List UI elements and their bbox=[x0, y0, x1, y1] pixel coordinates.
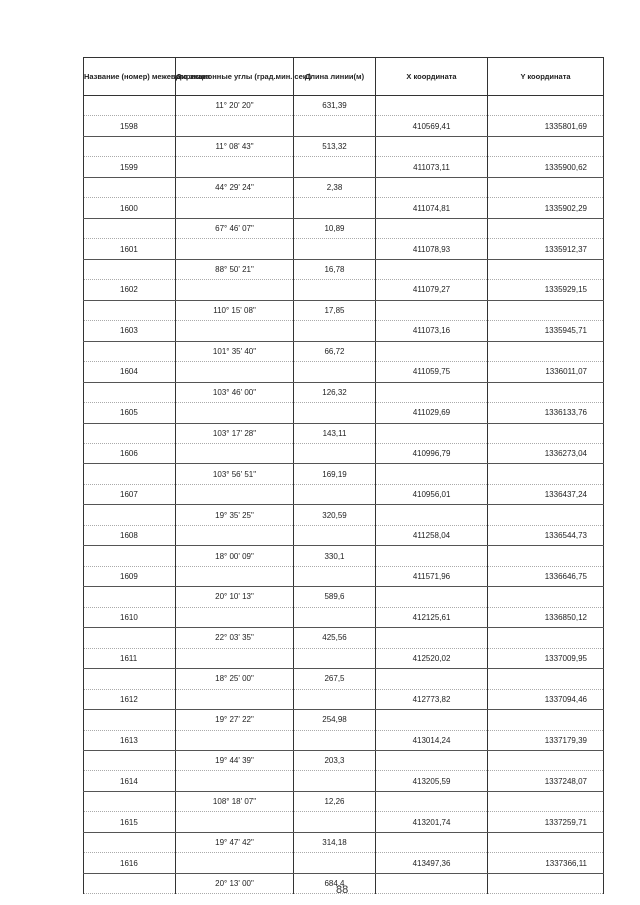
point-y: 1335929,15 bbox=[488, 280, 604, 300]
point-name: 1616 bbox=[84, 853, 176, 873]
point-x: 410569,41 bbox=[376, 116, 488, 136]
point-x: 413014,24 bbox=[376, 730, 488, 750]
segment-row bbox=[84, 423, 604, 443]
point-name: 1599 bbox=[84, 157, 176, 177]
point-y: 1335945,71 bbox=[488, 321, 604, 341]
segment-length: 684,4 bbox=[294, 873, 376, 893]
point-y: 1337259,71 bbox=[488, 812, 604, 832]
point-y: 1336273,04 bbox=[488, 443, 604, 463]
segment-angle: 11° 20' 20" bbox=[176, 96, 294, 116]
segment-row bbox=[84, 177, 604, 197]
point-x: 412520,02 bbox=[376, 648, 488, 668]
segment-length: 10,89 bbox=[294, 218, 376, 238]
point-y: 1337366,11 bbox=[488, 853, 604, 873]
segment-angle: 103° 46' 00" bbox=[176, 382, 294, 402]
point-name: 1606 bbox=[84, 443, 176, 463]
point-row bbox=[84, 198, 604, 218]
point-y: 1335902,29 bbox=[488, 198, 604, 218]
point-y: 1337009,95 bbox=[488, 648, 604, 668]
segment-length: 631,39 bbox=[294, 96, 376, 116]
segment-angle: 19° 47' 42" bbox=[176, 832, 294, 852]
segment-angle: 110° 15' 08" bbox=[176, 300, 294, 320]
segment-length: 589,6 bbox=[294, 587, 376, 607]
segment-row bbox=[84, 587, 604, 607]
point-x: 412125,61 bbox=[376, 607, 488, 627]
segment-length: 66,72 bbox=[294, 341, 376, 361]
segment-length: 254,98 bbox=[294, 710, 376, 730]
segment-length: 314,18 bbox=[294, 832, 376, 852]
segment-length: 425,56 bbox=[294, 628, 376, 648]
point-x: 411078,93 bbox=[376, 239, 488, 259]
segment-angle: 88° 50' 21" bbox=[176, 259, 294, 279]
point-row bbox=[84, 812, 604, 832]
table-header-row bbox=[84, 58, 604, 96]
segment-row bbox=[84, 832, 604, 852]
point-name: 1602 bbox=[84, 280, 176, 300]
segment-angle: 101° 35' 40" bbox=[176, 341, 294, 361]
segment-angle: 18° 00' 09" bbox=[176, 546, 294, 566]
segment-row bbox=[84, 546, 604, 566]
point-row bbox=[84, 730, 604, 750]
header-length: Длина линии(м) bbox=[294, 58, 376, 96]
segment-length: 330,1 bbox=[294, 546, 376, 566]
segment-angle: 22° 03' 35" bbox=[176, 628, 294, 648]
point-name: 1604 bbox=[84, 362, 176, 382]
point-name: 1601 bbox=[84, 239, 176, 259]
point-row bbox=[84, 362, 604, 382]
segment-angle: 19° 44' 39" bbox=[176, 751, 294, 771]
point-x: 412773,82 bbox=[376, 689, 488, 709]
segment-length: 169,19 bbox=[294, 464, 376, 484]
point-row bbox=[84, 443, 604, 463]
segment-angle: 11° 08' 43" bbox=[176, 136, 294, 156]
point-x: 411571,96 bbox=[376, 566, 488, 586]
point-row bbox=[84, 403, 604, 423]
boundary-coordinates-table bbox=[83, 57, 604, 894]
point-name: 1600 bbox=[84, 198, 176, 218]
segment-length: 12,26 bbox=[294, 791, 376, 811]
segment-row bbox=[84, 96, 604, 116]
point-row bbox=[84, 771, 604, 791]
segment-length: 16,78 bbox=[294, 259, 376, 279]
segment-angle: 103° 17' 28" bbox=[176, 423, 294, 443]
point-y: 1336011,07 bbox=[488, 362, 604, 382]
point-row bbox=[84, 607, 604, 627]
point-x: 411079,27 bbox=[376, 280, 488, 300]
point-row bbox=[84, 280, 604, 300]
segment-angle: 103° 56' 51" bbox=[176, 464, 294, 484]
segment-length: 2,38 bbox=[294, 177, 376, 197]
segment-length: 126,32 bbox=[294, 382, 376, 402]
point-row bbox=[84, 484, 604, 504]
point-x: 413201,74 bbox=[376, 812, 488, 832]
point-x: 411258,04 bbox=[376, 525, 488, 545]
segment-row bbox=[84, 791, 604, 811]
segment-row bbox=[84, 259, 604, 279]
point-row bbox=[84, 321, 604, 341]
segment-angle: 18° 25' 00" bbox=[176, 669, 294, 689]
segment-row bbox=[84, 505, 604, 525]
segment-length: 17,85 bbox=[294, 300, 376, 320]
point-x: 411059,75 bbox=[376, 362, 488, 382]
segment-angle: 44° 29' 24" bbox=[176, 177, 294, 197]
point-name: 1603 bbox=[84, 321, 176, 341]
point-y: 1336133,76 bbox=[488, 403, 604, 423]
point-y: 1337179,39 bbox=[488, 730, 604, 750]
point-y: 1335900,62 bbox=[488, 157, 604, 177]
point-name: 1605 bbox=[84, 403, 176, 423]
point-name: 1612 bbox=[84, 689, 176, 709]
point-name: 1609 bbox=[84, 566, 176, 586]
point-y: 1336437,24 bbox=[488, 484, 604, 504]
header-angle: Дирекционные углы (град.мин. сек.) bbox=[176, 58, 294, 96]
point-y: 1335801,69 bbox=[488, 116, 604, 136]
point-row bbox=[84, 525, 604, 545]
point-y: 1337094,46 bbox=[488, 689, 604, 709]
point-name: 1607 bbox=[84, 484, 176, 504]
point-name: 1614 bbox=[84, 771, 176, 791]
header-name: Название (номер) межевого знака bbox=[84, 58, 176, 96]
point-y: 1336646,75 bbox=[488, 566, 604, 586]
segment-length: 320,59 bbox=[294, 505, 376, 525]
segment-row bbox=[84, 751, 604, 771]
point-row bbox=[84, 689, 604, 709]
segment-angle: 67° 46' 07" bbox=[176, 218, 294, 238]
point-row bbox=[84, 157, 604, 177]
point-y: 1336850,12 bbox=[488, 607, 604, 627]
segment-row bbox=[84, 341, 604, 361]
point-name: 1598 bbox=[84, 116, 176, 136]
segment-angle: 20° 13' 00" bbox=[176, 873, 294, 893]
point-y: 1336544,73 bbox=[488, 525, 604, 545]
point-x: 411029,69 bbox=[376, 403, 488, 423]
segment-angle: 19° 35' 25" bbox=[176, 505, 294, 525]
segment-angle: 108° 18' 07" bbox=[176, 791, 294, 811]
point-name: 1610 bbox=[84, 607, 176, 627]
point-name: 1613 bbox=[84, 730, 176, 750]
point-row bbox=[84, 239, 604, 259]
segment-angle: 20° 10' 13" bbox=[176, 587, 294, 607]
segment-row bbox=[84, 464, 604, 484]
segment-length: 203,3 bbox=[294, 751, 376, 771]
segment-row bbox=[84, 382, 604, 402]
segment-row bbox=[84, 669, 604, 689]
header-x: X координата bbox=[376, 58, 488, 96]
segment-row bbox=[84, 300, 604, 320]
point-row bbox=[84, 566, 604, 586]
point-name: 1608 bbox=[84, 525, 176, 545]
segment-angle: 19° 27' 22" bbox=[176, 710, 294, 730]
segment-length: 513,32 bbox=[294, 136, 376, 156]
point-row bbox=[84, 853, 604, 873]
point-row bbox=[84, 648, 604, 668]
table-body bbox=[84, 96, 604, 894]
point-x: 411074,81 bbox=[376, 198, 488, 218]
point-name: 1611 bbox=[84, 648, 176, 668]
point-y: 1335912,37 bbox=[488, 239, 604, 259]
point-x: 411073,16 bbox=[376, 321, 488, 341]
point-x: 411073,11 bbox=[376, 157, 488, 177]
segment-length: 267,5 bbox=[294, 669, 376, 689]
segment-length: 143,11 bbox=[294, 423, 376, 443]
header-y: Y координата bbox=[488, 58, 604, 96]
segment-row bbox=[84, 628, 604, 648]
point-x: 413205,59 bbox=[376, 771, 488, 791]
point-name: 1615 bbox=[84, 812, 176, 832]
point-x: 410996,79 bbox=[376, 443, 488, 463]
segment-row bbox=[84, 710, 604, 730]
point-y: 1337248,07 bbox=[488, 771, 604, 791]
segment-row bbox=[84, 218, 604, 238]
point-row bbox=[84, 116, 604, 136]
page-number: 88 bbox=[336, 884, 349, 896]
point-x: 410956,01 bbox=[376, 484, 488, 504]
segment-row bbox=[84, 136, 604, 156]
point-x: 413497,36 bbox=[376, 853, 488, 873]
